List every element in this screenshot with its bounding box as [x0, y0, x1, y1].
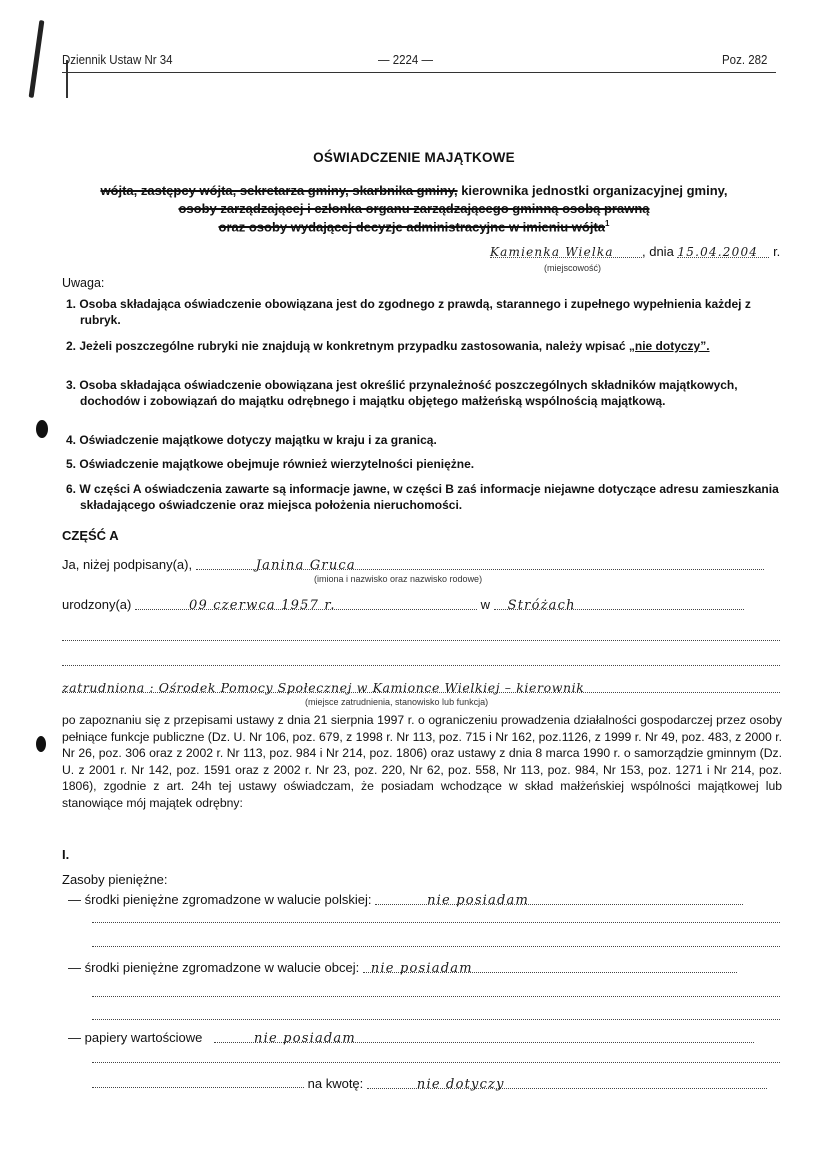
addressee-struck-text: wójta, zastępcy wójta, sekretarza gminy, skarbnika gminy,	[100, 183, 458, 198]
note-item: 3. Osoba składająca oświadczenie obowiązana jest określić przynależność poszczególnych składników majątkowych, dochodów i zobowiązań do majątku odrębnego i majątku objętego małżeńską wspólnością majątkową.	[66, 378, 738, 408]
securities-row	[68, 1030, 754, 1045]
pen-mark	[29, 20, 45, 98]
hole-punch-mark	[36, 420, 48, 438]
blank-fill-line[interactable]	[62, 665, 780, 666]
addressee-kept-text: kierownika jednostki organizacyjnej gminy,	[457, 183, 728, 198]
addressee-line-3	[0, 219, 828, 234]
amount-row	[92, 1075, 767, 1091]
foreign-label: — środki pieniężne zgromadzone w walucie obcej:	[68, 960, 360, 975]
born-w-label: w	[480, 597, 491, 612]
date-field[interactable]: 15.04.2004	[677, 245, 769, 258]
note-item: 5. Oświadczenie majątkowe obejmuje również wierzytelności pieniężne.	[66, 457, 475, 471]
employment-caption: (miejsce zatrudnienia, stanowisko lub funkcja)	[305, 697, 489, 707]
document-title: OŚWIADCZENIE MAJĄTKOWE	[313, 150, 515, 165]
amount-field[interactable]: nie dotyczy	[367, 1077, 767, 1089]
place-date-row	[490, 244, 780, 259]
header-rule	[62, 72, 776, 73]
note-item: 6. W części A oświadczenia zawarte są informacje jawne, w części B zaś informacje niejawne dotyczące adresu zamieszkania składającego oświadczenie oraz miejsca położenia nieruchomości.	[66, 482, 779, 512]
page-number: — 2224 —	[378, 53, 433, 67]
blank-fill-line[interactable]	[92, 996, 780, 997]
signer-field[interactable]: Janina Gruca	[196, 558, 764, 570]
addressee-line-2	[0, 201, 828, 216]
place-field[interactable]: Kamienka Wielka	[490, 245, 642, 258]
legal-basis-paragraph: po zapoznaniu się z przepisami ustawy z dnia 21 sierpnia 1997 r. o ograniczeniu prowadzenia działalności gospodarczej przez osoby pełniące funkcje publiczne (Dz. U. Nr 106, poz. 679, z 1998 r. Nr 113, poz. 715 i Nr 162, poz.1126, z 1999 r. Nr 49, poz. 483, z 2000 r. Nr 26, poz. 306 oraz z 2002 r. Nr 113, poz. 984 i Nr 214, poz. 1806) oraz ustawy z dnia 8 marca 1990 r. o samorządzie gminnym (Dz. U. z 2001 r. Nr 142, poz. 1591 oraz z 2002 r. Nr 23, poz. 220, Nr 62, poz. 558, Nr 113, poz. 984, Nr 153, poz. 1271 i Nr 214, poz. 1806), zgodnie z art. 24h tej ustawy oświadczam, że posiadam wchodzące w skład małżeńskiej wspólności majątkowej lub stanowiące mój majątek odrębny:	[62, 713, 782, 810]
blank-fill-line[interactable]	[92, 1062, 780, 1063]
addressee-struck-text: osoby zarządzającej i członka organu zarządzającego gminną osobą prawną	[178, 201, 650, 216]
born-row	[62, 597, 744, 612]
note-quoted-value: „nie dotyczy”.	[628, 339, 710, 353]
cash-resources-heading: Zasoby pieniężne:	[62, 872, 168, 887]
position-number: Poz. 282	[722, 53, 768, 67]
signer-row	[62, 557, 764, 572]
section-i-heading: I.	[62, 847, 70, 862]
part-a-heading: CZĘŚĆ A	[62, 528, 119, 543]
hole-punch-mark	[36, 736, 46, 752]
dnia-label: , dnia	[642, 244, 674, 259]
note-item: 4. Oświadczenie majątkowe dotyczy majątku w kraju i za granicą.	[66, 433, 437, 447]
place-caption: (miejscowość)	[544, 263, 602, 273]
journal-name: Dziennik Ustaw Nr 34	[62, 53, 173, 67]
employment-field[interactable]: zatrudniona : Ośrodek Pomocy Społecznej w Kamionce Wielkiej – kierownik	[62, 680, 780, 693]
blank-fill-line[interactable]	[62, 640, 780, 641]
blank-fill[interactable]	[92, 1075, 304, 1088]
pln-field[interactable]: nie posiadam	[375, 893, 743, 905]
blank-fill-line[interactable]	[92, 922, 780, 923]
blank-fill-line[interactable]	[92, 946, 780, 947]
foreign-row	[68, 960, 737, 975]
note-text: 2. Jeżeli poszczególne rubryki nie znajdują w konkretnym przypadku zastosowania, należy wpisać	[66, 339, 626, 353]
employment-row	[62, 680, 780, 695]
addressee-struck-text: oraz osoby wydającej decyzje administracyjne w imieniu wójta	[218, 219, 606, 235]
foreign-field[interactable]: nie posiadam	[363, 961, 737, 973]
securities-field[interactable]: nie posiadam	[214, 1031, 754, 1043]
pln-label: — środki pieniężne zgromadzone w walucie polskiej:	[68, 892, 372, 907]
born-place-field[interactable]: Stróżach	[494, 598, 744, 610]
born-label: urodzony(a)	[62, 597, 132, 612]
note-item: 1. Osoba składająca oświadczenie obowiązana jest do zgodnego z prawdą, starannego i zupełnego wypełnienia każdej z rubryk.	[66, 297, 751, 327]
signer-label: Ja, niżej podpisany(a),	[62, 557, 193, 572]
blank-fill-line[interactable]	[92, 1019, 780, 1020]
signer-caption: (imiona i nazwisko oraz nazwisko rodowe)	[314, 574, 483, 584]
year-suffix: r.	[773, 244, 781, 259]
securities-label: — papiery wartościowe	[68, 1030, 203, 1045]
born-date-field[interactable]: 09 czerwca 1957 r.	[135, 598, 477, 610]
amount-label: na kwotę:	[307, 1076, 364, 1091]
pln-row	[68, 892, 743, 907]
addressee-line-1	[0, 183, 828, 198]
notes-heading: Uwaga:	[62, 276, 105, 290]
footnote-mark: 1	[605, 219, 610, 228]
note-item	[66, 338, 792, 354]
